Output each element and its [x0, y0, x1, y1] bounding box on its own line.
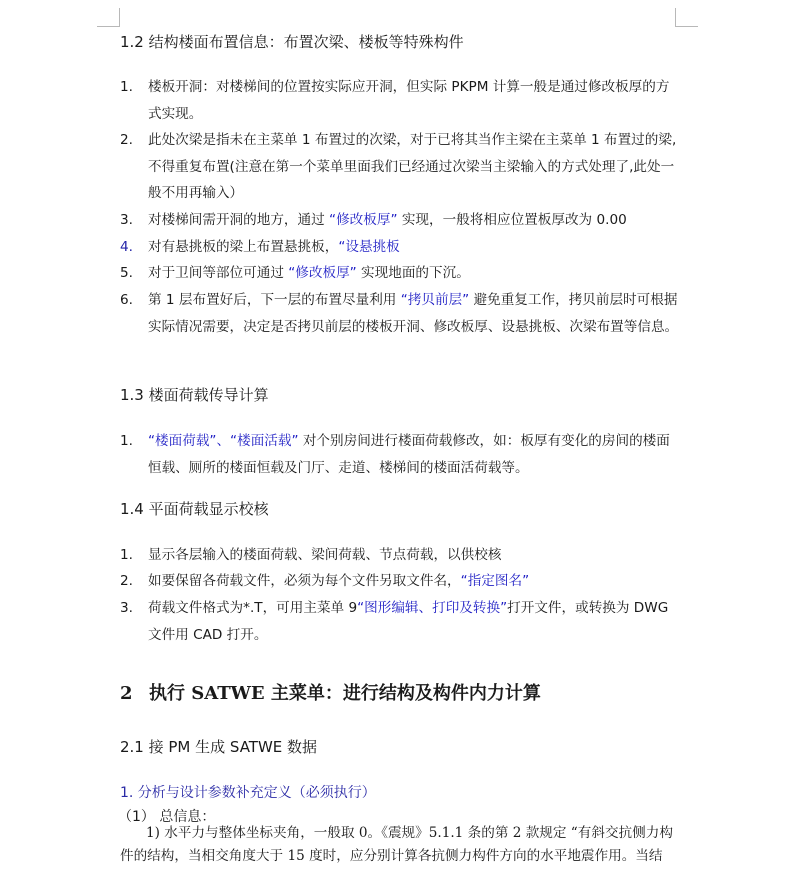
- body-paragraph-line: 件的结构，当相交角度大于 15 度时，应分别计算各抗侧力构件方向的水平地震作用。当结: [120, 848, 663, 864]
- numbered-subheading: 1. 分析与设计参数补充定义（必须执行）: [120, 785, 376, 801]
- list-number: 3.: [120, 212, 133, 228]
- list-text: 对楼梯间需开洞的地方，通过 “修改板厚” 实现，一般将相应位置板厚改为 0.00: [148, 212, 627, 228]
- list-number: 2.: [120, 573, 133, 589]
- menu-command-link[interactable]: “图形编辑、打印及转换”: [357, 600, 508, 616]
- list-item: [120, 595, 680, 648]
- list-item: [120, 287, 680, 340]
- heading-1-4: 1.4 平面荷载显示校核: [120, 500, 269, 518]
- list-text: “楼面荷载”、“楼面活载” 对个别房间进行楼面荷载修改，如：板厚有变化的房间的楼面恒载、厕所的楼面恒载及门厅、走道、楼梯间的楼面活荷载等。: [148, 433, 670, 476]
- list-number: 6.: [120, 292, 133, 308]
- list-item: [120, 207, 680, 234]
- list-number: 5.: [120, 265, 133, 281]
- menu-command-link[interactable]: “拷贝前层”: [400, 292, 470, 308]
- menu-command-link[interactable]: “设悬挑板: [338, 239, 400, 255]
- heading-text: 执行 SATWE 主菜单：进行结构及构件内力计算: [149, 683, 541, 704]
- heading-1-2: 1.2 结构楼面布置信息：布置次梁、楼板等特殊构件: [120, 33, 464, 51]
- subheading-general-info: （1） 总信息：: [118, 809, 216, 825]
- list-item: [120, 428, 680, 481]
- list-number: 1.: [120, 433, 133, 449]
- list-number: 2.: [120, 132, 133, 148]
- list-item: [120, 542, 680, 569]
- menu-command-link[interactable]: “修改板厚”: [329, 212, 398, 228]
- list-number: 1.: [120, 79, 133, 95]
- list-text: 对于卫间等部位可通过 “修改板厚” 实现地面的下沉。: [148, 265, 470, 281]
- heading-2: [120, 679, 541, 705]
- list-text: 第 1 层布置好后，下一层的布置尽量利用 “拷贝前层” 避免重复工作，拷贝前层时可根据实际情况需要，决定是否拷贝前层的楼板开洞、修改板厚、设悬挑板、次梁布置等信息。: [148, 292, 679, 335]
- list-item: [120, 260, 680, 287]
- list-number: 1.: [120, 547, 133, 563]
- list-item: [120, 234, 680, 261]
- menu-command-link[interactable]: “楼面荷载”、“楼面活载”: [148, 433, 299, 449]
- heading-number: 2: [120, 683, 133, 704]
- list-text: 显示各层输入的楼面荷载、梁间荷载、节点荷载，以供校核: [148, 547, 502, 563]
- list-number: 4.: [120, 239, 133, 255]
- page-corner-mark-right: [675, 8, 698, 27]
- list-text: 对有悬挑板的梁上布置悬挑板，“设悬挑板: [148, 239, 400, 255]
- list-text: 荷载文件格式为*.T，可用主菜单 9“图形编辑、打印及转换”打开文件，或转换为 DWG 文件用 CAD 打开。: [148, 600, 669, 643]
- page-corner-mark-left: [97, 8, 120, 27]
- body-paragraph-line: 1) 水平力与整体坐标夹角，一般取 0。《震规》5.1.1 条的第 2 款规定 “有斜交抗侧力构: [146, 825, 673, 841]
- list-text: 如要保留各荷载文件，必须为每个文件另取文件名，“指定图名”: [148, 573, 530, 589]
- list-item: [120, 127, 680, 207]
- heading-2-1: 2.1 接 PM 生成 SATWE 数据: [120, 738, 318, 756]
- menu-command-link[interactable]: “修改板厚”: [288, 265, 357, 281]
- heading-1-3: 1.3 楼面荷载传导计算: [120, 386, 269, 404]
- list-text: 楼板开洞：对楼梯间的位置按实际应开洞，但实际 PKPM 计算一般是通过修改板厚的方式实现。: [148, 79, 670, 122]
- menu-command-link[interactable]: “指定图名”: [460, 573, 530, 589]
- list-item: [120, 74, 680, 127]
- list-number: 3.: [120, 600, 133, 616]
- list-item: [120, 568, 680, 595]
- list-text: 此处次梁是指未在主菜单 1 布置过的次梁，对于已将其当作主梁在主菜单 1 布置过的梁,不得重复布置(注意在第一个菜单里面我们已经通过次梁当主梁输入的方式处理了,此处一般不用再输入）: [148, 132, 677, 201]
